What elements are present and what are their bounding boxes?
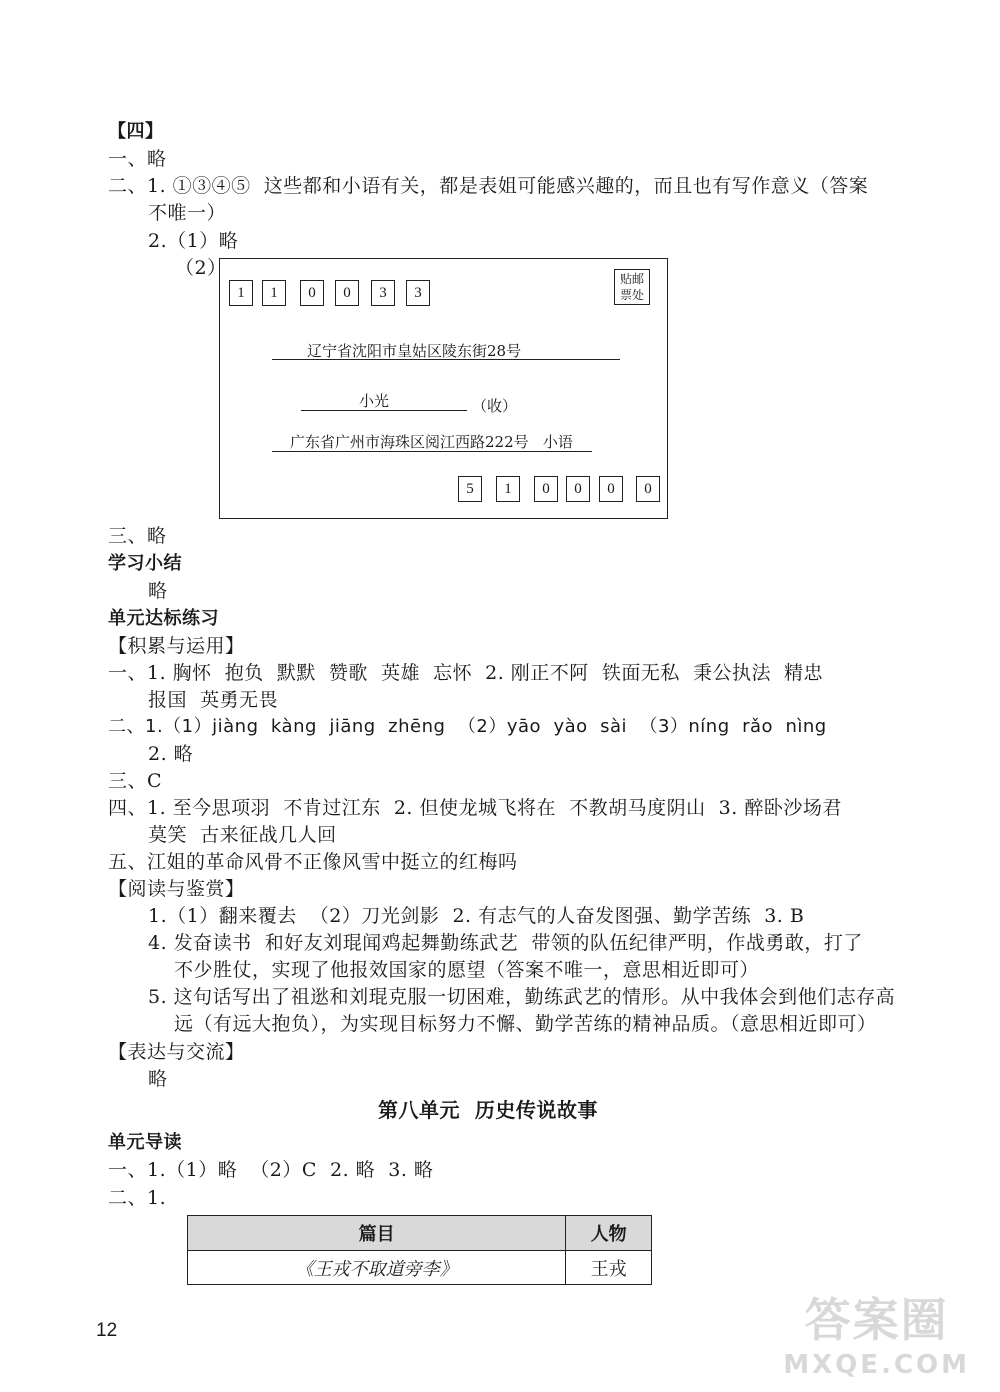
answer-line: 一、1.（1）略 （2）C 2. 略 3. 略 (108, 1159, 434, 1181)
name-underline (301, 410, 467, 411)
postcode-box: 0 (599, 476, 623, 502)
answer-line: 不唯一） (148, 202, 227, 224)
postcode-box: 0 (566, 476, 590, 502)
answer-line: 5. 这句话写出了祖逖和刘琨克服一切困难，勤练武艺的情形。从中我体会到他们志存高 (148, 986, 896, 1008)
answer-line: 2.（1）略 (148, 230, 239, 252)
answer-line: 二、1. (108, 1187, 167, 1209)
answer-line: 四、1. 至今思项羽 不肯过江东 2. 但使龙城飞将在 不教胡马度阴山 3. 醉卧沙场君 (108, 797, 842, 819)
address-underline (272, 359, 620, 360)
recipient-address: 辽宁省沈阳市皇姑区陵东街28号 (307, 342, 522, 360)
page-number: 12 (96, 1320, 118, 1341)
watermark (783, 1284, 970, 1380)
watermark-top: 答案圈 (804, 1293, 949, 1347)
answer-line: 三、C (108, 770, 163, 792)
postcode-box: 1 (229, 280, 253, 306)
recipient-name: 小光 (359, 392, 390, 410)
postcode-box: 0 (636, 476, 660, 502)
table-cell: 《王戎不取道旁李》 (188, 1251, 566, 1285)
section-heading: 单元达标练习 (108, 608, 219, 629)
sender-address: 广东省广州市海珠区阅江西路222号 小语 (290, 433, 573, 451)
answer-line: 五、江姐的革命风骨不正像风雪中挺立的红梅吗 (108, 851, 518, 873)
answer-line: 4. 发奋读书 和好友刘琨闻鸡起舞勤练武艺 带领的队伍纪律严明，作战勇敢，打了 (148, 932, 863, 954)
answer-line: （2） (175, 257, 227, 279)
answer-line: 略 (148, 1068, 168, 1090)
story-character-table (187, 1215, 652, 1285)
answer-line: 略 (148, 580, 168, 602)
postcode-box: 5 (458, 476, 482, 502)
envelope (219, 258, 668, 519)
section-heading: 单元导读 (108, 1132, 182, 1153)
answer-line: 三、略 (108, 525, 167, 547)
answer-line: 一、1. 胸怀 抱负 默默 赞歌 英雄 忘怀 2. 刚正不阿 铁面无私 秉公执法 精忠 (108, 662, 824, 684)
table-row (188, 1251, 652, 1285)
postcode-box: 0 (534, 476, 558, 502)
postcode-box: 1 (262, 280, 286, 306)
answer-line: 二、1.（1）jiàng kàng jiāng zhēng （2）yāo yào sài （3）níng rǎo nìng (108, 716, 827, 737)
table-header: 人物 (566, 1216, 652, 1251)
sender-underline (272, 451, 592, 452)
answer-line: 不少胜仗，实现了他报效国家的愿望（答案不唯一，意思相近即可） (174, 959, 760, 981)
answer-line: 1.（1）翻来覆去 （2）刀光剑影 2. 有志气的人奋发图强、勤学苦练 3. B (148, 905, 805, 927)
watermark-bottom: MXQE.COM (783, 1350, 970, 1380)
unit-title: 第八单元 历史传说故事 (378, 1098, 598, 1122)
postcode-box: 0 (335, 280, 359, 306)
section-heading: 学习小结 (108, 553, 182, 574)
answer-line: 远（有远大抱负），为实现目标努力不懈、勤学苦练的精神品质。（意思相近即可） (174, 1013, 877, 1035)
receive-mark: （收） (472, 397, 518, 415)
table-header-row (188, 1216, 652, 1251)
postcode-box: 3 (406, 280, 430, 306)
table-cell: 王戎 (566, 1251, 652, 1285)
table-header: 篇目 (188, 1216, 566, 1251)
subsection-heading: 【阅读与鉴赏】 (108, 878, 245, 900)
subsection-heading: 【表达与交流】 (108, 1041, 245, 1063)
answer-line: 2. 略 (148, 743, 194, 765)
subsection-heading: 【积累与运用】 (108, 635, 245, 657)
heading-four: 【四】 (108, 121, 164, 142)
answer-line: 莫笑 古来征战几人回 (148, 824, 337, 846)
answer-line: 二、1. ①③④⑤ 这些都和小语有关，都是表姐可能感兴趣的，而且也有写作意义（答案 (108, 175, 869, 197)
postcode-box: 3 (371, 280, 395, 306)
answer-line: 一、略 (108, 148, 167, 170)
answer-line: 报国 英勇无畏 (148, 689, 279, 711)
stamp-box: 贴邮 票处 (614, 269, 650, 305)
postcode-box: 1 (496, 476, 520, 502)
postcode-box: 0 (300, 280, 324, 306)
